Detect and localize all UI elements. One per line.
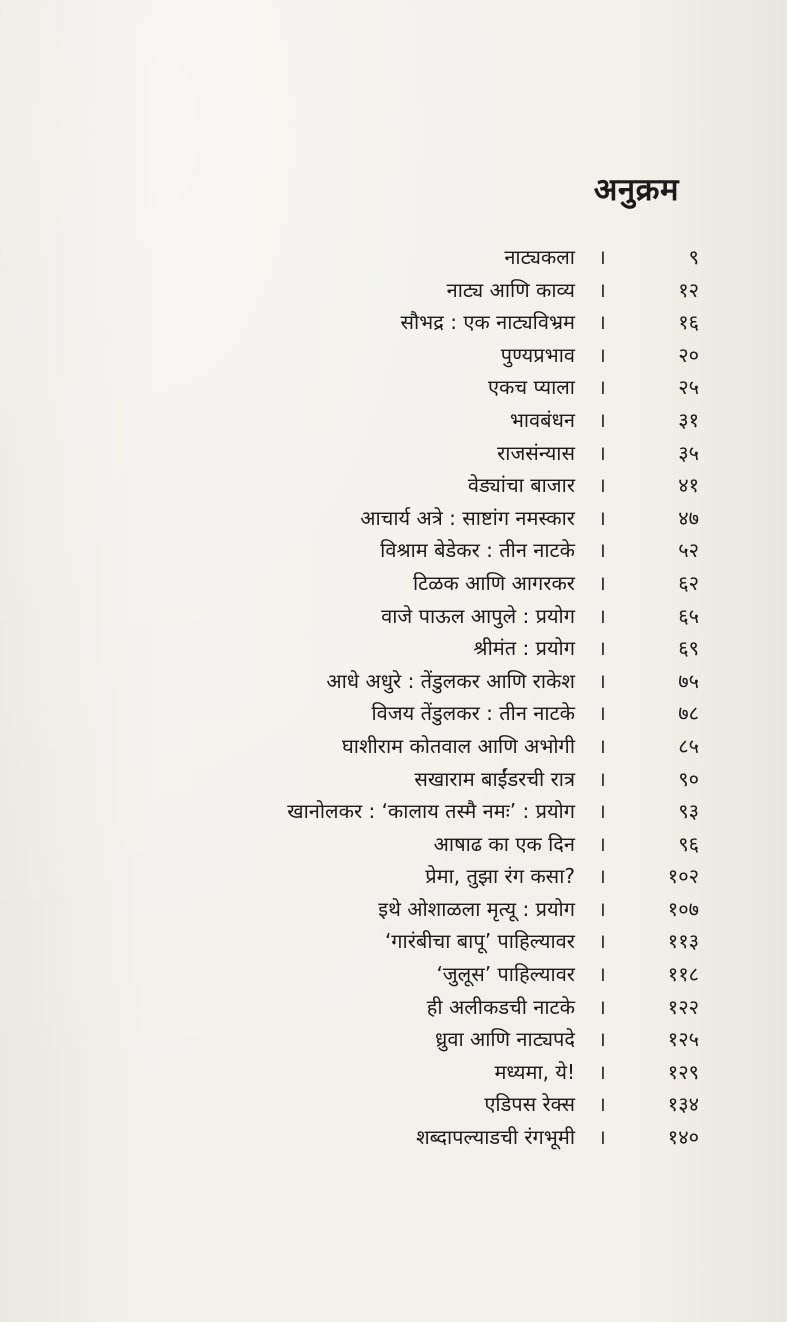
toc-entry-page-number: ६५ bbox=[678, 603, 699, 628]
toc-entry[interactable] bbox=[0, 469, 787, 502]
toc-entry-title: घाशीराम कोतवाल आणि अभोगी bbox=[341, 733, 575, 758]
toc-entry[interactable] bbox=[0, 893, 787, 926]
toc-entry-page-number: १२२ bbox=[667, 994, 699, 1019]
toc-entry-separator: । bbox=[598, 994, 606, 1019]
toc-entry-title: एकच प्याला bbox=[487, 375, 575, 400]
toc-entry-separator: । bbox=[598, 668, 606, 693]
toc-entry-title: प्रेमा, तुझा रंग कसा? bbox=[425, 864, 575, 889]
toc-entry-page-number: २५ bbox=[678, 375, 699, 400]
toc-entry-title: ‘जुलूस’ पाहिल्यावर bbox=[436, 962, 575, 987]
toc-entry[interactable] bbox=[0, 600, 787, 633]
toc-entry[interactable] bbox=[0, 958, 787, 991]
toc-entry-title: मध्यमा, ये! bbox=[494, 1059, 575, 1084]
toc-entry-separator: । bbox=[598, 701, 606, 726]
toc-entry-title: वाजे पाऊल आपुले : प्रयोग bbox=[381, 603, 575, 628]
toc-entry-separator: । bbox=[598, 766, 606, 791]
toc-entry-page-number: १०७ bbox=[667, 896, 699, 921]
toc-entry-page-number: ११८ bbox=[667, 962, 699, 987]
toc-entry-page-number: ११३ bbox=[667, 929, 699, 954]
toc-entry-separator: । bbox=[598, 603, 606, 628]
toc-entry-title: सौभद्र : एक नाट्यविभ्रम bbox=[400, 310, 575, 335]
toc-entry[interactable] bbox=[0, 274, 787, 307]
toc-entry-page-number: ३१ bbox=[678, 407, 699, 432]
toc-entry-separator: । bbox=[598, 929, 606, 954]
toc-entry[interactable] bbox=[0, 730, 787, 763]
toc-entry[interactable] bbox=[0, 991, 787, 1024]
toc-entry-page-number: २० bbox=[678, 342, 699, 367]
toc-entry-title: वेड्यांचा बाजार bbox=[467, 473, 575, 498]
toc-entry[interactable] bbox=[0, 1121, 787, 1154]
toc-entry[interactable] bbox=[0, 371, 787, 404]
toc-entry[interactable] bbox=[0, 534, 787, 567]
toc-entry-title: श्रीमंत : प्रयोग bbox=[473, 636, 575, 661]
toc-entry[interactable] bbox=[0, 1056, 787, 1089]
toc-entry-page-number: १२५ bbox=[667, 1027, 699, 1052]
toc-entry-separator: । bbox=[598, 1027, 606, 1052]
toc-entry-title: ही अलीकडची नाटके bbox=[426, 994, 575, 1019]
toc-entry-page-number: ४७ bbox=[678, 505, 699, 530]
toc-entry-title: भावबंधन bbox=[509, 407, 575, 432]
toc-entry-separator: । bbox=[598, 342, 606, 367]
toc-entry-page-number: ४१ bbox=[678, 473, 699, 498]
toc-entry-separator: । bbox=[598, 538, 606, 563]
toc-entry[interactable] bbox=[0, 404, 787, 437]
toc-entry[interactable] bbox=[0, 665, 787, 698]
toc-entry-separator: । bbox=[598, 636, 606, 661]
toc-entry[interactable] bbox=[0, 339, 787, 372]
toc-entry-separator: । bbox=[598, 1092, 606, 1117]
toc-entry[interactable] bbox=[0, 1088, 787, 1121]
toc-entry-title: ध्रुवा आणि नाट्यपदे bbox=[435, 1027, 575, 1052]
toc-entry-separator: । bbox=[598, 1125, 606, 1150]
toc-entry-title: विश्राम बेडेकर : तीन नाटके bbox=[380, 538, 575, 563]
table-of-contents bbox=[0, 241, 787, 1154]
toc-entry[interactable] bbox=[0, 241, 787, 274]
toc-entry-page-number: १३४ bbox=[667, 1092, 699, 1117]
toc-entry-separator: । bbox=[598, 245, 606, 269]
toc-entry-title: आधे अधुरे : तेंडुलकर आणि राकेश bbox=[326, 668, 575, 693]
toc-entry-separator: । bbox=[598, 831, 606, 856]
toc-entry-separator: । bbox=[598, 733, 606, 758]
toc-entry-title: खानोलकर : ‘कालाय तस्मै नमः’ : प्रयोग bbox=[287, 799, 575, 824]
toc-entry-title: आचार्य अत्रे : साष्टांग नमस्कार bbox=[360, 505, 575, 530]
toc-entry-page-number: ७५ bbox=[678, 668, 699, 693]
toc-entry-title: आषाढ का एक दिन bbox=[433, 831, 575, 856]
toc-entry[interactable] bbox=[0, 828, 787, 861]
toc-entry-page-number: ६९ bbox=[678, 636, 699, 661]
toc-entry-title: सखाराम बाईंडरची रात्र bbox=[414, 766, 575, 791]
toc-entry-page-number: ५२ bbox=[678, 538, 699, 563]
toc-entry-page-number: ९० bbox=[678, 766, 699, 791]
toc-entry-separator: । bbox=[598, 864, 606, 889]
toc-entry[interactable] bbox=[0, 632, 787, 665]
page-title: अनुक्रम bbox=[593, 172, 679, 208]
toc-entry-separator: । bbox=[598, 407, 606, 432]
toc-entry-separator: । bbox=[598, 505, 606, 530]
toc-entry-title: विजय तेंडुलकर : तीन नाटके bbox=[371, 701, 575, 726]
toc-entry-page-number: १६ bbox=[678, 310, 699, 335]
toc-entry-title: टिळक आणि आगरकर bbox=[412, 570, 575, 595]
toc-entry[interactable] bbox=[0, 502, 787, 535]
toc-entry-page-number: ३५ bbox=[678, 440, 699, 465]
toc-entry-separator: । bbox=[598, 473, 606, 498]
toc-entry-title: एडिपस रेक्स bbox=[484, 1092, 575, 1117]
toc-entry-separator: । bbox=[598, 570, 606, 595]
toc-entry-title: ‘गारंबीचा बापू’ पाहिल्यावर bbox=[384, 929, 575, 954]
toc-entry-page-number: १०२ bbox=[667, 864, 699, 889]
toc-entry-title: पुण्यप्रभाव bbox=[500, 342, 575, 367]
toc-entry-title: शब्दापल्याडची रंगभूमी bbox=[416, 1125, 575, 1150]
toc-entry[interactable] bbox=[0, 860, 787, 893]
toc-entry-separator: । bbox=[598, 440, 606, 465]
toc-entry-title: इथे ओशाळला मृत्यू : प्रयोग bbox=[378, 896, 575, 921]
toc-entry[interactable] bbox=[0, 437, 787, 470]
toc-entry-page-number: ७८ bbox=[678, 701, 699, 726]
toc-entry[interactable] bbox=[0, 795, 787, 828]
toc-entry-page-number: १२९ bbox=[667, 1059, 699, 1084]
toc-entry-page-number: ६२ bbox=[678, 570, 699, 595]
toc-entry-separator: । bbox=[598, 277, 606, 302]
toc-entry[interactable] bbox=[0, 567, 787, 600]
toc-entry-separator: । bbox=[598, 896, 606, 921]
toc-entry[interactable] bbox=[0, 925, 787, 958]
toc-entry[interactable] bbox=[0, 1023, 787, 1056]
toc-entry-page-number: १२ bbox=[678, 277, 699, 302]
toc-entry-page-number: ८५ bbox=[678, 733, 699, 758]
toc-entry-title: नाट्य आणि काव्य bbox=[446, 277, 575, 302]
toc-entry[interactable] bbox=[0, 697, 787, 730]
toc-entry-page-number: ९३ bbox=[678, 799, 699, 824]
toc-entry-title: राजसंन्यास bbox=[497, 440, 575, 465]
toc-entry-separator: । bbox=[598, 310, 606, 335]
toc-entry[interactable] bbox=[0, 306, 787, 339]
toc-entry[interactable] bbox=[0, 763, 787, 796]
toc-entry-title: नाट्यकला bbox=[504, 245, 575, 269]
toc-entry-separator: । bbox=[598, 962, 606, 987]
toc-entry-page-number: १४० bbox=[667, 1125, 699, 1150]
toc-entry-separator: । bbox=[598, 799, 606, 824]
toc-entry-page-number: ९६ bbox=[678, 831, 699, 856]
toc-entry-separator: । bbox=[598, 375, 606, 400]
toc-entry-separator: । bbox=[598, 1059, 606, 1084]
toc-entry-page-number: ९ bbox=[688, 245, 699, 269]
